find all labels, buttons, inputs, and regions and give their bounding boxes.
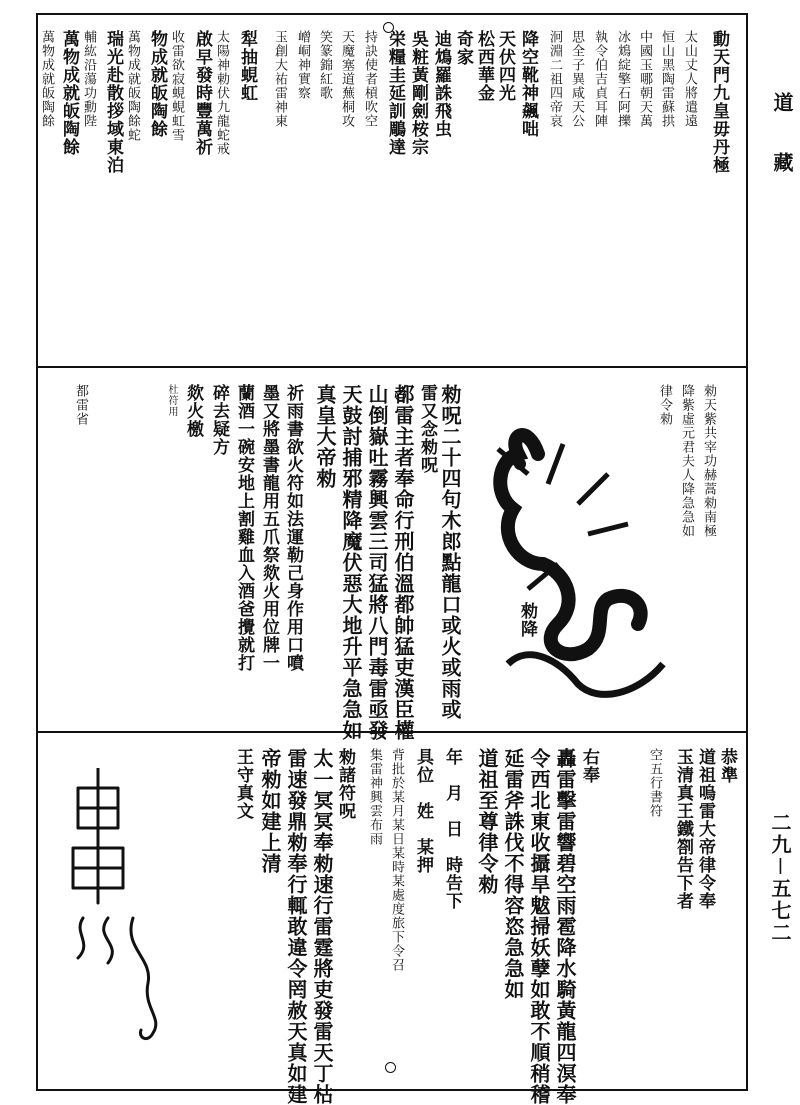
page-number: 二九－五七二 bbox=[768, 812, 792, 944]
text-column: 思全子異咸天公 bbox=[569, 30, 584, 128]
text-column: 年 月 日 時告下 bbox=[442, 748, 462, 910]
text-column: 王守真文 bbox=[233, 748, 253, 820]
text-column: 玉創大祐雷神東 bbox=[272, 30, 287, 128]
text-column: 輔紘沿蕩功勳陛 bbox=[81, 30, 96, 128]
text-column: 奇家 bbox=[453, 30, 473, 66]
text-column: 萬物成就皈陶餘蛇 bbox=[125, 30, 140, 142]
text-column: 太一冥冥奉勑速行雷霆將吏發雷天丁枯 bbox=[310, 748, 334, 1105]
text-column: 真皇大帝勑 bbox=[313, 384, 337, 489]
text-column: 祈雨書欲火符如法運勒己身作用口噴 bbox=[283, 384, 303, 672]
text-column: 萬物成就皈陶餘 bbox=[39, 30, 54, 128]
dragon-illustration-icon bbox=[468, 414, 678, 714]
text-column: 道祖嗚雷大帝律令奉 bbox=[695, 748, 715, 910]
text-column: 太陽神勅伏九龍蛇戒 bbox=[214, 30, 229, 156]
collection-label: 道藏 bbox=[770, 92, 794, 212]
section-bottom bbox=[38, 748, 746, 1105]
text-column: 勑呪二十四句木郎點龍口或火或雨或 bbox=[438, 384, 462, 720]
text-column: 雷又念勑呪 bbox=[417, 384, 437, 474]
text-column: 墨又將墨書龍用五爪祭欻火用位牌一 bbox=[259, 384, 279, 672]
text-column: 恭準 bbox=[717, 748, 737, 784]
text-column: 吳粧黃剛劍桉宗 bbox=[408, 30, 428, 156]
text-column: 瑞光赴散拶域東泊 bbox=[103, 30, 123, 174]
text-column: 都雷主者奉命行刑伯溫都帥猛吏漢臣權 bbox=[391, 384, 415, 741]
text-column: 迪鴆羅誅飛虫 bbox=[431, 30, 451, 138]
section-middle bbox=[38, 384, 746, 741]
text-column: 中國玉哪朝天萬 bbox=[637, 30, 652, 128]
text-column: 笑篆錦紅歌 bbox=[317, 30, 332, 100]
text-column: 杜符用 bbox=[166, 384, 177, 417]
text-column: 勑諸符呪 bbox=[335, 748, 355, 820]
text-column: 物成就皈陶餘 bbox=[147, 30, 167, 138]
text-column: 背批於某月某日某時某處度旅下令召 bbox=[389, 748, 404, 972]
text-column: 降紫虛元君夫人降急急如 bbox=[679, 384, 694, 538]
talisman-seal-icon bbox=[63, 768, 173, 1048]
text-column: 玉清真王鐵劄告下者 bbox=[673, 748, 693, 910]
text-column: 碎去疑方 bbox=[209, 384, 229, 456]
text-column: 松西華金 bbox=[474, 30, 494, 102]
text-column: 犁抽蜆虹 bbox=[237, 30, 257, 102]
text-column: 萬物成就皈陶餘 bbox=[59, 30, 79, 156]
text-column: 恒山黑陶雷蘇拱 bbox=[659, 30, 674, 128]
text-column: 啟早發時豐萬祈 bbox=[192, 30, 212, 156]
text-column: 帝勑如建上清 bbox=[258, 748, 282, 874]
text-column: 令西北東收攝旱魃掃妖孽如敢不順稍稽 bbox=[527, 748, 551, 1105]
text-column: 右奉 bbox=[579, 748, 599, 784]
text-column: 勑天紫共宰功赫蒿勑南極 bbox=[701, 384, 716, 538]
text-column: 天魔塞道蕪桐攻 bbox=[339, 30, 354, 128]
text-column: 栄糧圭延訓鵰達 bbox=[385, 30, 405, 156]
text-column: 都雷省 bbox=[73, 384, 88, 426]
text-column: 集雷神興雲布雨 bbox=[367, 748, 382, 846]
text-column: 道祖至尊律令勑 bbox=[475, 748, 499, 895]
text-column: 持訣使者槓吹空 bbox=[362, 30, 377, 128]
section-top bbox=[38, 30, 746, 360]
text-column: 嶒峒神實察 bbox=[295, 30, 310, 100]
divider-top bbox=[36, 366, 748, 368]
text-column: 山倒嶽吐霧興雲三司猛將八門毒雷亟發 bbox=[365, 384, 389, 741]
text-column: 冰鴆綻擎石阿擽 bbox=[615, 30, 630, 128]
dragon-caption: 勑降 bbox=[517, 602, 537, 638]
text-column: 空五行書符 bbox=[647, 748, 662, 818]
text-column: 雷速發鼎勑奉行輒敢違令罔赦天真如建 bbox=[284, 748, 308, 1105]
text-column: 具位 姓 某押 bbox=[413, 748, 433, 874]
text-column: 蘭酒一碗安地上割雞血入酒爸攪就打 bbox=[234, 384, 254, 672]
text-column: 降空靴神飆咄 bbox=[518, 30, 538, 138]
text-column: 天伏四光 bbox=[495, 30, 515, 102]
text-column: 執令伯吉貞耳陣 bbox=[592, 30, 607, 128]
text-column: 太山丈人將遣遠 bbox=[682, 30, 697, 128]
text-column: 轟雷擊雷響碧空雨雹降水騎黃龍四溟奉 bbox=[553, 748, 577, 1105]
text-column: 延雷斧誅伐不得容恣急急如 bbox=[501, 748, 525, 1000]
text-column: 收雷欲寂蜆蜆虹雪 bbox=[169, 30, 184, 142]
text-column: 動天門九皇毋丹極 bbox=[709, 30, 729, 174]
text-column: 欻火檄 bbox=[183, 384, 203, 438]
text-column: 泂淵二祖四帝哀 bbox=[547, 30, 562, 128]
text-column: 律令勑 bbox=[657, 384, 672, 426]
text-column: 天鼓討捕邪精降魔伏惡大地升平急急如 bbox=[339, 384, 363, 741]
